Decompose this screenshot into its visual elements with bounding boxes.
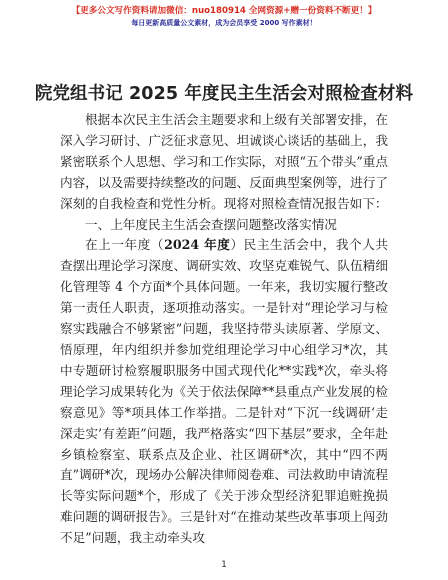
year-bold: 2024 年度 [164, 237, 231, 253]
rectification-paragraph [60, 235, 388, 549]
promo-line-1: 【更多公文写作资料请加微信：nuo180914 全网资源+赠一份资料不断更！】 [71, 6, 377, 16]
para-text-after: ）民主生活会中，我个人共查摆出理论学习深度、调研实效、攻坚克难锐气、队伍精细化管理等 4 个方面*个具体问题。一年来，我切实履行整改第一责任人职责，逐项推动落实。一是针对“理论学习与检察实践融合不够紧密”问题，我坚持带头读原著、学原文、悟原理，年内组织并参加党组理论学习中心组学习*次，其中专题研讨检察履职服务中国式现代化**实践*次，牵头将理论学习成果转化为《关于依法保障**县重点产业发展的检察意见》等*项具体工作举措。二是针对“下沉一线调研‘走深走实’有差距”问题，我严格落实“四下基层”要求，全年赴乡镇检察室、联系点及企业、社区调研*次，其中“四不两直”调研*次，现场办公解决律师阅卷难、司法救助申请流程长等实际问题*个，形成了《关于涉众型经济犯罪追赃挽损难问题的调研报告》。三是针对“在推动某些改革事项上闯劲不足”问题，我主动牵头攻 [60, 237, 389, 546]
promo-line-2: 每日更新高质量公文素材，成为会员享受 2000 写作素材！ [131, 19, 317, 27]
intro-paragraph: 根据本次民主生活会主题要求和上级有关部署安排，在深入学习研讨、广泛征求意见、坦诚谈心谈话的基础上，我紧密联系个人思想、学习和工作实际，对照“五个带头”重点内容，以及需要持续整改的问题、反面典型案例等，进行了深刻的自我检查和党性分析。现将对照检查情况报告如下： [60, 112, 388, 211]
para-text-before: 在上一年度（ [85, 237, 165, 253]
promo-banner [0, 5, 448, 29]
section-heading: 一、上年度民主生活会查摆问题整改落实情况 [85, 216, 337, 232]
document-title: 院党组书记 2025 年度民主生活会对照检查材料 [34, 84, 414, 104]
document-body [60, 110, 388, 549]
page-number: 1 [221, 560, 227, 570]
